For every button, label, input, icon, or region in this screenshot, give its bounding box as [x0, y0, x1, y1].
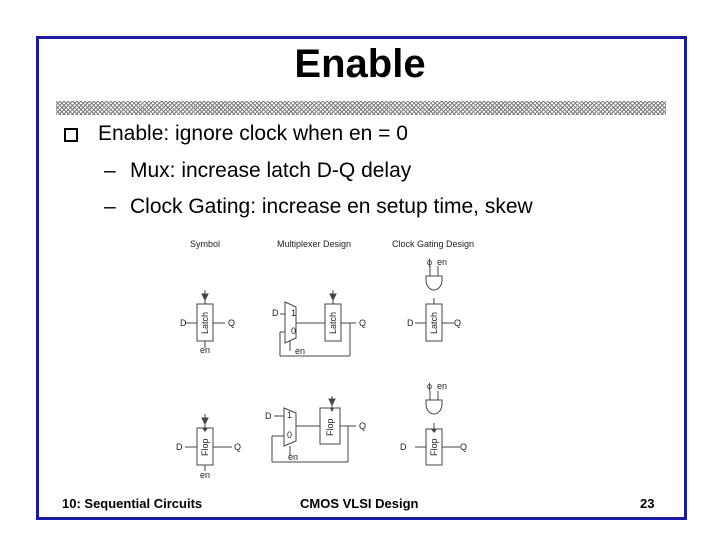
- label-q: Q: [454, 318, 462, 328]
- label-latch: Latch: [429, 311, 439, 334]
- label-q: Q: [359, 421, 367, 431]
- label-en: en: [437, 257, 448, 267]
- dash-marker: –: [104, 195, 116, 218]
- checkbox-bullet-icon: [64, 128, 78, 142]
- label-flop: Flop: [325, 418, 335, 436]
- diagram-header-gating: Clock Gating Design: [392, 239, 475, 249]
- footer-title: CMOS VLSI Design: [300, 496, 419, 511]
- label-d: D: [180, 318, 187, 328]
- label-latch: Latch: [328, 311, 338, 334]
- page-number: 23: [640, 496, 655, 511]
- label-zero: 0: [291, 326, 297, 336]
- slide-title: Enable: [294, 42, 426, 86]
- dash-marker: –: [104, 159, 116, 182]
- diagram-header-symbol: Symbol: [190, 239, 221, 249]
- subbullet-1-text: Mux: increase latch D-Q delay: [130, 159, 412, 182]
- main-bullet-text: Enable: ignore clock when en = 0: [98, 122, 408, 145]
- label-q: Q: [359, 318, 367, 328]
- subbullet-2-text: Clock Gating: increase en setup time, skew: [130, 195, 533, 218]
- footer-course: 10: Sequential Circuits: [62, 496, 203, 511]
- label-phi: ϕ: [427, 257, 433, 267]
- label-q: Q: [460, 442, 468, 452]
- subbullet-2: [104, 195, 533, 219]
- label-phi: ϕ: [427, 381, 433, 391]
- label-en: en: [437, 381, 448, 391]
- and-gate-icon: [426, 400, 442, 414]
- label-zero: 0: [287, 430, 293, 440]
- and-gate-icon: [426, 276, 442, 290]
- label-en: en: [200, 345, 211, 355]
- label-en: en: [288, 452, 299, 462]
- label-q: Q: [228, 318, 236, 328]
- label-one: 1: [291, 308, 297, 318]
- title-divider-stripe: [56, 101, 666, 115]
- diagram-header-mux: Multiplexer Design: [277, 239, 352, 249]
- subbullet-1: [104, 159, 411, 183]
- label-en: en: [200, 470, 211, 480]
- label-en: en: [295, 346, 306, 356]
- enable-circuit-diagram: [160, 236, 500, 482]
- label-flop: Flop: [429, 438, 439, 456]
- label-d: D: [265, 411, 272, 421]
- label-d: D: [272, 308, 279, 318]
- label-d: D: [176, 442, 183, 452]
- label-latch: Latch: [200, 311, 210, 334]
- label-q: Q: [234, 442, 242, 452]
- label-flop: Flop: [200, 438, 210, 456]
- label-one: 1: [287, 410, 293, 420]
- label-d: D: [407, 318, 414, 328]
- label-d: D: [400, 442, 407, 452]
